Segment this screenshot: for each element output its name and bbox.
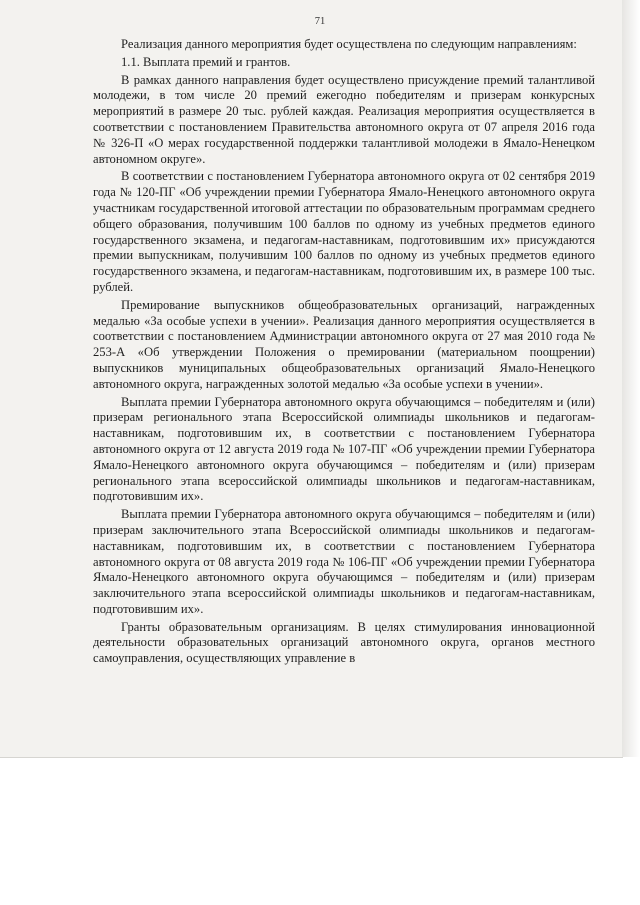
page-edge-shadow	[622, 0, 640, 757]
paragraph-intro: Реализация данного мероприятия будет осуществлена по следующим направлениям:	[121, 37, 577, 51]
paragraph-medal-graduates: Премирование выпускников общеобразовательных организаций, награжденных медалью «За особые успехи в учении». Реализация данного мероприятия осуществляется в соответствии с постановлением Администрации автономного округа от 27 мая 2010 года № 253-А «Об утверждении Положения о премировании (материальном поощрении) выпускников муниципальных общеобразовательных организаций Ямало-Ненецкого автономного округа, награжденных золотой медалью «За особые успехи в учении».	[93, 297, 595, 391]
paragraph-section-heading: 1.1. Выплата премий и грантов.	[121, 54, 291, 69]
paragraph-final-olympiad: Выплата премии Губернатора автономного округа обучающимся – победителям и (или) призерам заключительного этапа Всероссийской олимпиады школьников и педагогам-наставникам, подготовившим их, в соответствии с постановлением Губернатора автономного округа от 08 августа 2019 года № 106-ПГ «Об учреждении премии Губернатора Ямало-Ненецкого автономного округа обучающимся – победителям и (или) призерам заключительного этапа всероссийской олимпиады школьников и педагогам-наставникам, подготовившим их».	[93, 507, 595, 616]
paragraph-regional-olympiad: Выплата премии Губернатора автономного округа обучающимся – победителям и (или) призерам регионального этапа Всероссийской олимпиады школьников и педагогам-наставникам, подготовившим их, в соответствии с постановлением Губернатора автономного округа от 12 августа 2019 года № 107-ПГ «Об учреждении премии Губернатора Ямало-Ненецкого автономного округа обучающимся – победителям и (или) призерам регионального этапа всероссийской олимпиады школьников и педагогам-наставникам, подготовившим их».	[93, 394, 595, 504]
document-body	[93, 37, 595, 667]
page-number: 71	[314, 16, 326, 27]
paragraph-ege-100-awards: В соответствии с постановлением Губернатора автономного округа от 02 сентября 2019 года № 120-ПГ «Об учреждении премии Губернатора Ямало-Ненецкого автономного округа участникам государственной итоговой аттестации по образовательным программам среднего общего образования, получившим 100 баллов по одному из учебных предметов единого государственного экзамена, и педагогам-наставникам, подготовившим их» присуждаются премии выпускникам, получившим 100 баллов по одному из учебных предметов единого государственного экзамена, и педагогам-наставникам, подготовившим их, в размере 100 тыс. рублей.	[93, 169, 595, 294]
paragraph-grants: Гранты образовательным организациям. В целях стимулирования инновационной деятельности образовательных организаций автономного округа, органов местного самоуправления, осуществляющих управление в	[93, 619, 595, 666]
paragraph-talented-youth-awards: В рамках данного направления будет осуществлено присуждение премий талантливой молодежи, в том числе 20 премий ежегодно победителям и призерам конкурсных мероприятий в размере 20 тыс. рублей каждая. Реализация мероприятия осуществляется в соответствии с постановлением Правительства автономного округа от 07 апреля 2016 года № 326-П «О мерах государственной поддержки талантливой молодежи в Ямало-Ненецком автономном округе».	[93, 72, 595, 166]
